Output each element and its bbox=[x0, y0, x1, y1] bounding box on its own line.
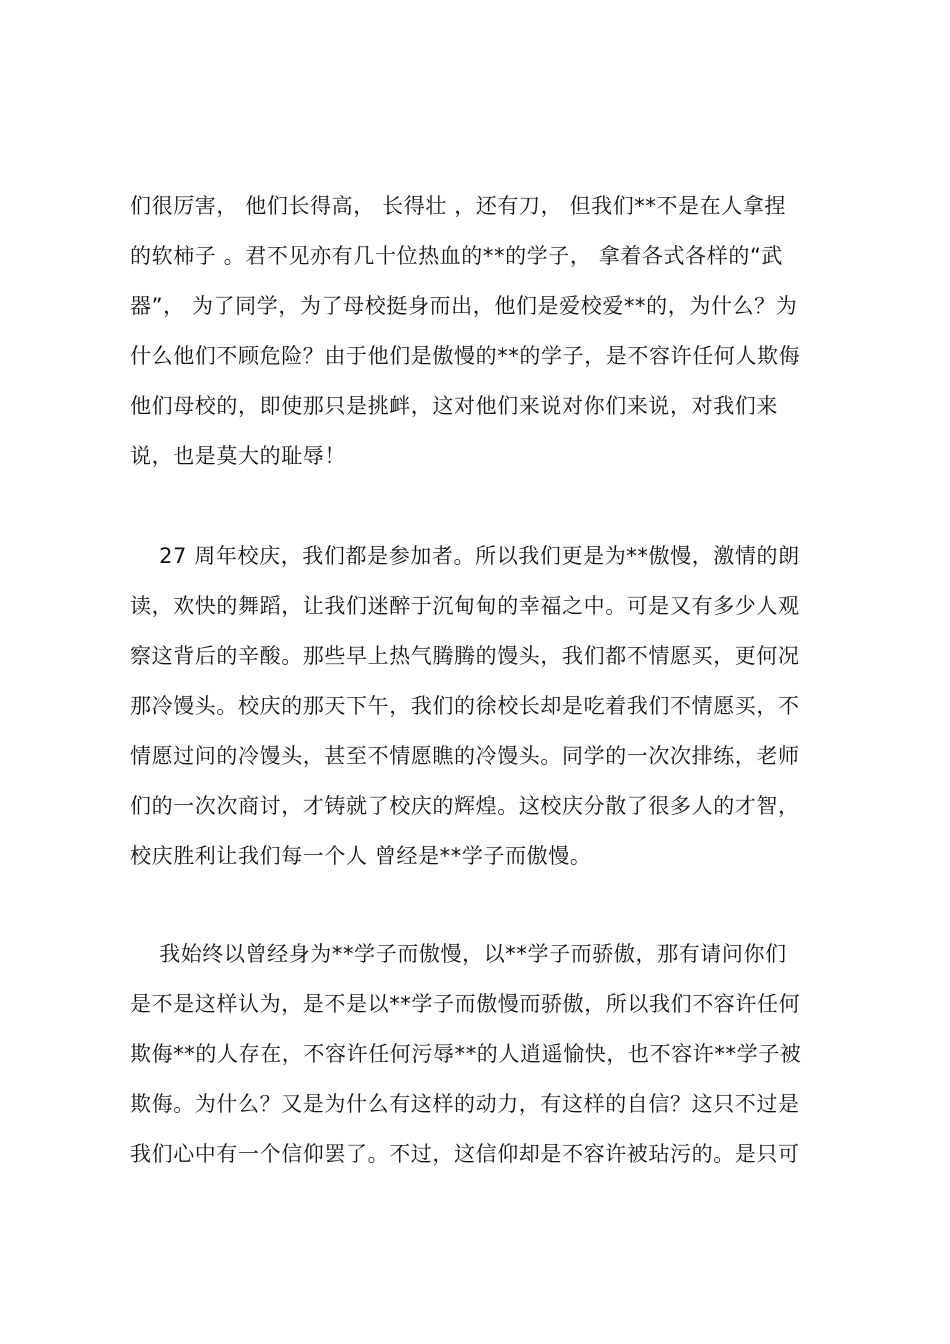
paragraph bbox=[130, 181, 832, 481]
text-line: 器”， 为了同学，为了母校挺身而出，他们是爱校爱**的，为什么？为 bbox=[130, 294, 798, 318]
text-line: 是不是这样认为，是不是以**学子而傲慢而骄傲，所以我们不容许任何 bbox=[130, 992, 801, 1016]
text-line: 欺侮**的人存在，不容许任何污辱**的人逍遥愉快，也不容许**学子被 bbox=[130, 1042, 802, 1066]
text-line: 察这背后的辛酸。那些早上热气腾腾的馒头，我们都不情愿买，更何况 bbox=[130, 644, 800, 668]
text-line: 什么他们不顾危险？由于他们是傲慢的**的学子，是不容许任何人欺侮 bbox=[130, 344, 801, 368]
paragraph bbox=[130, 929, 832, 1179]
text-line: 情愿过问的冷馒头，甚至不情愿瞧的冷馒头。同学的一次次排练，老师 bbox=[130, 744, 800, 768]
text-line: 27 周年校庆，我们都是参加者。所以我们更是为**傲慢，激情的朗 bbox=[130, 544, 800, 568]
text-line: 我始终以曾经身为**学子而傲慢，以**学子而骄傲，那有请问你们 bbox=[130, 942, 787, 966]
text-line: 欺侮。为什么？又是为什么有这样的动力，有这样的自信？这只不过是 bbox=[130, 1092, 800, 1116]
text-line: 们很厉害， 他们长得高， 长得壮 ，还有刀， 但我们**不是在人拿捏 bbox=[130, 194, 787, 218]
text-line: 说，也是莫大的耻辱！ bbox=[130, 444, 346, 468]
text-line: 他们母校的，即使那只是挑衅，这对他们来说对你们来说，对我们来 bbox=[130, 394, 778, 418]
text-line: 那冷馒头。校庆的那天下午，我们的徐校长却是吃着我们不情愿买，不 bbox=[130, 694, 800, 718]
text-line: 校庆胜利让我们每一个人 曾经是**学子而傲慢。 bbox=[130, 844, 592, 868]
text-line: 们的一次次商讨，才铸就了校庆的辉煌。这校庆分散了很多人的才智， bbox=[130, 794, 800, 818]
text-line: 读，欢快的舞蹈，让我们迷醉于沉甸甸的幸福之中。可是又有多少人观 bbox=[130, 594, 800, 618]
text-line: 我们心中有一个信仰罢了。不过，这信仰却是不容许被玷污的。是只可 bbox=[130, 1142, 800, 1166]
text-line: 的软柿子 。君不见亦有几十位热血的**的学子， 拿着各式各样的“武 bbox=[130, 244, 784, 268]
paragraph bbox=[130, 531, 832, 881]
